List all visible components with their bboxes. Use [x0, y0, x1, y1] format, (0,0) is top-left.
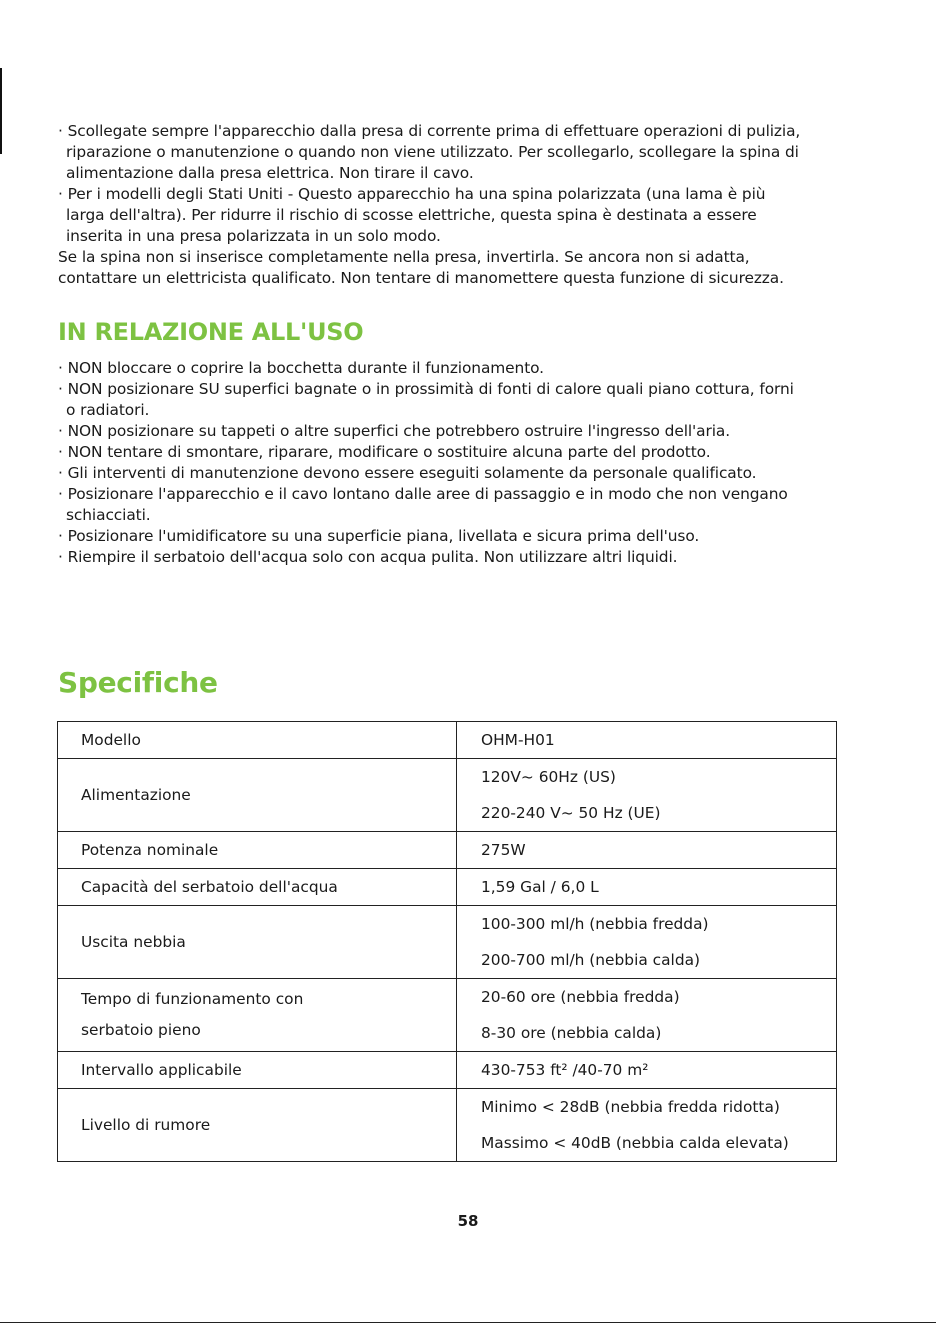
spec-key-text: Tempo di funzionamento con: [81, 990, 304, 1008]
usage-line: · Posizionare l'apparecchio e il cavo lontano dalle aree di passaggio e in modo che non vengano: [58, 485, 788, 503]
spec-value-text: Minimo < 28dB (nebbia fredda ridotta): [481, 1098, 780, 1116]
spec-table: [57, 721, 837, 1162]
spec-value: [457, 722, 837, 759]
section-heading-specs: Specifiche: [58, 666, 218, 699]
spec-key: [58, 979, 457, 1052]
margin-bar: [0, 68, 2, 154]
spec-value-text: 220-240 V~ 50 Hz (UE): [481, 804, 661, 822]
spec-key: [58, 759, 457, 832]
spec-value: [457, 832, 837, 869]
spec-row: [58, 1052, 837, 1089]
spec-key-text: serbatoio pieno: [81, 1021, 201, 1039]
spec-key: [58, 1052, 457, 1089]
spec-value-text: 275W: [481, 841, 526, 859]
spec-value-text: OHM-H01: [481, 731, 555, 749]
section-heading-uso: IN RELAZIONE ALL'USO: [58, 318, 364, 346]
intro-line: contattare un elettricista qualificato. Non tentare di manomettere questa funzione di sicurezza.: [58, 269, 784, 287]
spec-key: [58, 906, 457, 979]
usage-line: · NON tentare di smontare, riparare, modificare o sostituire alcuna parte del prodotto.: [58, 443, 711, 461]
spec-key-text: Capacità del serbatoio dell'acqua: [81, 878, 338, 896]
intro-line: inserita in una presa polarizzata in un solo modo.: [66, 227, 441, 245]
spec-key-text: Modello: [81, 731, 141, 749]
spec-value-text: 430-753 ft² /40-70 m²: [481, 1061, 649, 1079]
spec-key: [58, 1089, 457, 1162]
spec-value-text: 1,59 Gal / 6,0 L: [481, 878, 599, 896]
spec-key-text: Livello di rumore: [81, 1116, 211, 1134]
spec-row: [58, 906, 837, 979]
spec-row: [58, 1089, 837, 1162]
spec-value: [457, 1052, 837, 1089]
spec-key: [58, 832, 457, 869]
spec-key-text: Potenza nominale: [81, 841, 219, 859]
spec-value-text: 200-700 ml/h (nebbia calda): [481, 951, 701, 969]
spec-row: [58, 832, 837, 869]
usage-line: · Posizionare l'umidificatore su una superficie piana, livellata e sicura prima dell'uso.: [58, 527, 700, 545]
intro-line: riparazione o manutenzione o quando non viene utilizzato. Per scollegarlo, scollegare la spina di: [66, 143, 799, 161]
usage-line: schiacciati.: [66, 506, 151, 524]
usage-line: · NON bloccare o coprire la bocchetta durante il funzionamento.: [58, 359, 544, 377]
spec-value-text: 8-30 ore (nebbia calda): [481, 1024, 662, 1042]
spec-key-text: Intervallo applicabile: [81, 1061, 242, 1079]
spec-value: [457, 1089, 837, 1162]
spec-key-text: Uscita nebbia: [81, 933, 186, 951]
spec-value-text: Massimo < 40dB (nebbia calda elevata): [481, 1134, 789, 1152]
intro-line: · Scollegate sempre l'apparecchio dalla presa di corrente prima di effettuare operazioni di pulizia,: [58, 122, 801, 140]
intro-line: · Per i modelli degli Stati Uniti - Questo apparecchio ha una spina polarizzata (una lama è più: [58, 185, 766, 203]
spec-value: [457, 869, 837, 906]
spec-value-text: 20-60 ore (nebbia fredda): [481, 988, 680, 1006]
page-number: 58: [457, 1212, 479, 1230]
usage-line: · Gli interventi di manutenzione devono essere eseguiti solamente da personale qualificato.: [58, 464, 757, 482]
spec-value-text: 100-300 ml/h (nebbia fredda): [481, 915, 709, 933]
spec-key: [58, 869, 457, 906]
spec-value: [457, 979, 837, 1052]
spec-key: [58, 722, 457, 759]
usage-line: · NON posizionare su tappeti o altre superfici che potrebbero ostruire l'ingresso dell'aria.: [58, 422, 731, 440]
intro-line: alimentazione dalla presa elettrica. Non tirare il cavo.: [66, 164, 474, 182]
bottom-rule: [0, 1322, 936, 1323]
usage-line: · NON posizionare SU superfici bagnate o in prossimità di fonti di calore quali piano cottura, forni: [58, 380, 794, 398]
safety-intro: [58, 121, 848, 289]
intro-line: larga dell'altra). Per ridurre il rischio di scosse elettriche, questa spina è destinata a essere: [66, 206, 757, 224]
spec-value-text: 120V~ 60Hz (US): [481, 768, 616, 786]
spec-row: [58, 722, 837, 759]
usage-line: o radiatori.: [66, 401, 150, 419]
intro-line: Se la spina non si inserisce completamente nella presa, invertirla. Se ancora non si adatta,: [58, 248, 750, 266]
spec-row: [58, 979, 837, 1052]
spec-value: [457, 759, 837, 832]
spec-row: [58, 759, 837, 832]
spec-key-text: Alimentazione: [81, 786, 191, 804]
usage-list: [58, 358, 848, 568]
usage-line: · Riempire il serbatoio dell'acqua solo con acqua pulita. Non utilizzare altri liquidi.: [58, 548, 678, 566]
spec-value: [457, 906, 837, 979]
spec-row: [58, 869, 837, 906]
